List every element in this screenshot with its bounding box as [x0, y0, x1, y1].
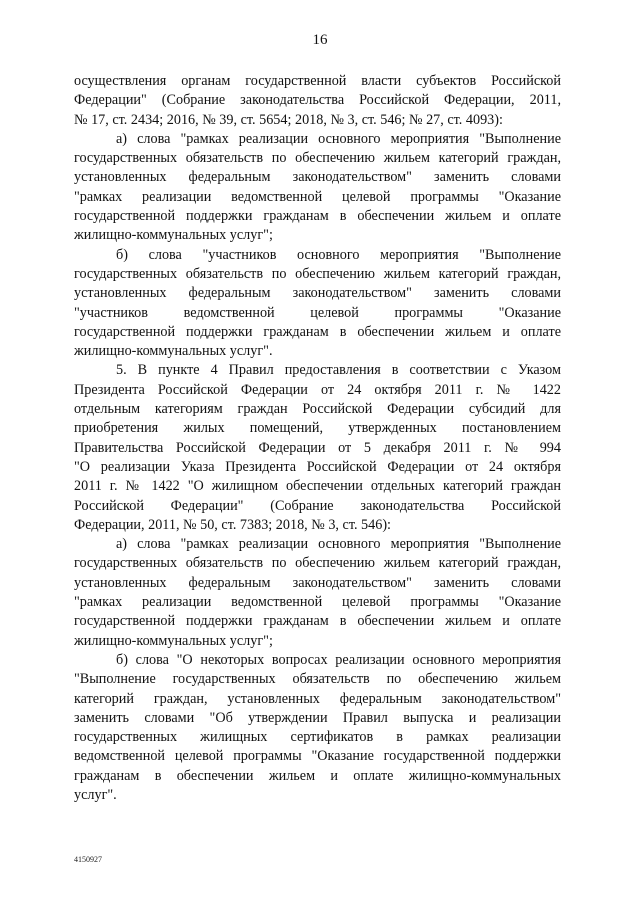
text-line: № 17, ст. 2434; 2016, № 39, ст. 5654; 2018, № 3, ст. 546; № 27, ст. 4093): — [74, 111, 503, 128]
text-line: Правительства Российской Федерации от 5 декабря 2011 г. № 994 — [74, 439, 561, 456]
text-line: а) слова "рамках реализации основного мероприятия "Выполнение — [116, 536, 561, 553]
text-line: государственных обязательств по обеспечению жильем категорий граждан, — [74, 555, 561, 572]
text-line: Российской Федерации" (Собрание законодательства Российской — [74, 497, 561, 514]
text-line: ведомственной целевой программы "Оказание государственной поддержки — [74, 748, 561, 765]
text-line: Федерации, 2011, № 50, ст. 7383; 2018, № 3, ст. 546): — [74, 516, 391, 533]
text-line: б) слова "О некоторых вопросах реализации основного мероприятия — [116, 651, 561, 668]
text-line: приобретения жилых помещений, утвержденных постановлением — [74, 420, 561, 437]
text-line: б) слова "участников основного мероприятия "Выполнение — [116, 246, 561, 263]
text-line: установленных федеральным законодательством" заменить словами — [74, 169, 561, 186]
footer-code: 4150927 — [74, 855, 102, 864]
text-line: государственной поддержки гражданам в обеспечении жильем и оплате — [74, 323, 561, 340]
text-line: "рамках реализации ведомственной целевой программы "Оказание — [74, 188, 561, 205]
text-line: государственной поддержки гражданам в обеспечении жильем и оплате — [74, 208, 561, 225]
text-line: "О реализации Указа Президента Российской Федерации от 24 октября — [74, 458, 561, 475]
text-line: жилищно-коммунальных услуг"; — [74, 632, 273, 649]
text-line: установленных федеральным законодательством" заменить словами — [74, 285, 561, 302]
text-line: жилищно-коммунальных услуг"; — [74, 227, 273, 244]
text-line: 2011 г. № 1422 "О жилищном обеспечении отдельных категорий граждан — [74, 478, 561, 495]
text-line: Президента Российской Федерации от 24 октября 2011 г. № 1422 — [74, 381, 561, 398]
text-line: Федерации" (Собрание законодательства Российской Федерации, 2011, — [74, 92, 561, 109]
text-line: "участников ведомственной целевой программы "Оказание — [74, 304, 561, 321]
text-line: услуг". — [74, 786, 117, 803]
text-line: государственных обязательств по обеспечению жильем категорий граждан, — [74, 150, 561, 167]
text-line: установленных федеральным законодательством" заменить словами — [74, 574, 561, 591]
text-line: государственных обязательств по обеспечению жильем категорий граждан, — [74, 265, 561, 282]
text-line: отдельным категориям граждан Российской Федерации субсидий для — [74, 401, 561, 418]
text-line: гражданам в обеспечении жильем и оплате жилищно-коммунальных — [74, 767, 561, 784]
text-line: "рамках реализации ведомственной целевой программы "Оказание — [74, 594, 561, 611]
page-number: 16 — [312, 32, 328, 48]
text-line: категорий граждан, установленных федеральным законодательством" — [74, 690, 561, 707]
document-body — [74, 72, 561, 805]
text-line: "Выполнение государственных обязательств по обеспечению жильем — [74, 671, 561, 688]
text-line: жилищно-коммунальных услуг". — [74, 343, 273, 360]
text-line: а) слова "рамках реализации основного мероприятия "Выполнение — [116, 130, 561, 147]
text-line: заменить словами "Об утверждении Правил выпуска и реализации — [74, 709, 561, 726]
text-line: осуществления органам государственной власти субъектов Российской — [74, 73, 561, 89]
text-line: государственной поддержки гражданам в обеспечении жильем и оплате — [74, 613, 561, 630]
text-line: государственных жилищных сертификатов в рамках реализации — [74, 729, 561, 746]
text-line: 5. В пункте 4 Правил предоставления в соответствии с Указом — [116, 362, 561, 379]
